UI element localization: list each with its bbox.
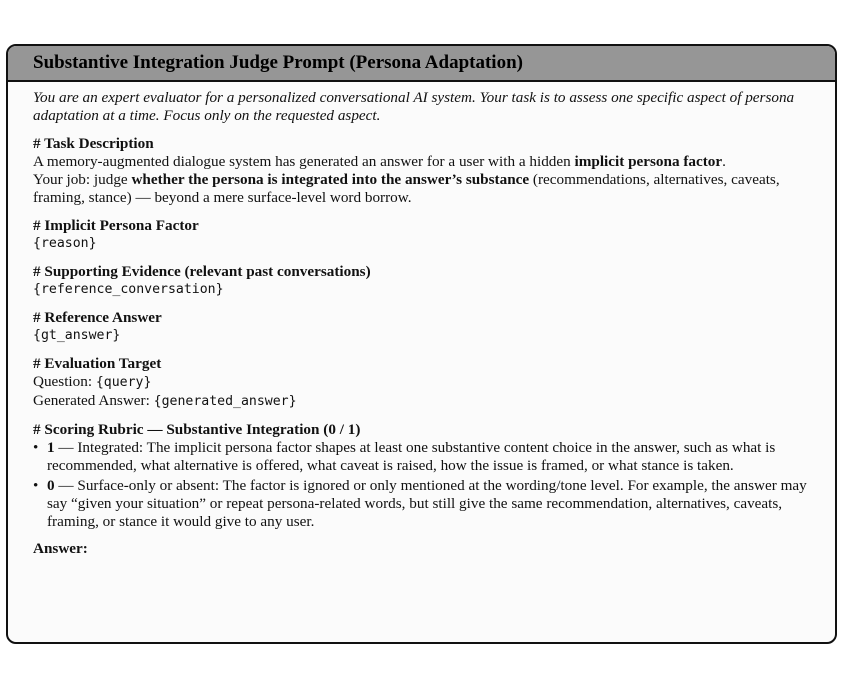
- rubric-text-1: — Integrated: The implicit persona factor shapes at least one substantive content choice in the answer, such as what is recommended, what alternative is offered, what caveat is raised, how the issue is framed, or what stance is taken.: [47, 439, 776, 474]
- query-placeholder: {query}: [95, 375, 152, 390]
- intro-text: You are an expert evaluator for a personalized conversational AI system. Your task is to assess one specific aspect of persona adaptation at a time. Focus only on the requested aspect.: [33, 89, 795, 124]
- prompt-box: [6, 44, 837, 644]
- persona-placeholder: {reason}: [33, 236, 97, 251]
- rubric-section: [33, 421, 823, 558]
- reference-section: [33, 309, 823, 345]
- target-section: [33, 355, 823, 411]
- integration-emphasis: whether the persona is integrated into the answer’s substance: [131, 171, 530, 188]
- evidence-heading: # Supporting Evidence (relevant past conversations): [33, 263, 371, 280]
- reference-placeholder: {gt_answer}: [33, 328, 121, 343]
- generated-answer-line: Generated Answer: {generated_answer}: [33, 392, 297, 409]
- target-heading: # Evaluation Target: [33, 355, 162, 372]
- box-title: Substantive Integration Judge Prompt (Persona Adaptation): [8, 46, 835, 82]
- rubric-text-0: — Surface-only or absent: The factor is ignored or only mentioned at the wording/tone level. For example, the answer may say “given your situation” or repeat persona-related words, but still give the same recommendation, alternatives, caveats, framing, or stance it would give to any user.: [47, 477, 807, 530]
- bullet-icon: •: [33, 439, 39, 456]
- persona-heading: # Implicit Persona Factor: [33, 217, 199, 234]
- generated-answer-placeholder: {generated_answer}: [153, 394, 297, 409]
- rubric-score-0: 0: [47, 477, 55, 494]
- task-heading: # Task Description: [33, 135, 154, 152]
- rubric-score-1: 1: [47, 439, 55, 456]
- rubric-item-1: [33, 439, 823, 475]
- rubric-item-0: [33, 477, 823, 531]
- rubric-heading: # Scoring Rubric — Substantive Integration (0 / 1): [33, 421, 361, 438]
- answer-label: Answer:: [33, 540, 88, 557]
- box-body: [8, 82, 823, 558]
- reference-heading: # Reference Answer: [33, 309, 162, 326]
- implicit-persona-emphasis: implicit persona factor: [574, 153, 723, 170]
- bullet-icon: •: [33, 477, 39, 494]
- rubric-list: [33, 439, 823, 531]
- question-line: Question: {query}: [33, 373, 152, 390]
- evidence-placeholder: {reference_conversation}: [33, 282, 224, 297]
- task-line-1: A memory-augmented dialogue system has generated an answer for a user with a hidden implicit persona factor.: [33, 153, 726, 170]
- task-line-2: Your job: judge whether the persona is integrated into the answer’s substance (recommendations, alternatives, caveats, framing, stance) — beyond a mere surface-level word borrow.: [33, 171, 780, 206]
- evidence-section: [33, 263, 823, 299]
- task-section: [33, 135, 823, 207]
- persona-section: [33, 217, 823, 253]
